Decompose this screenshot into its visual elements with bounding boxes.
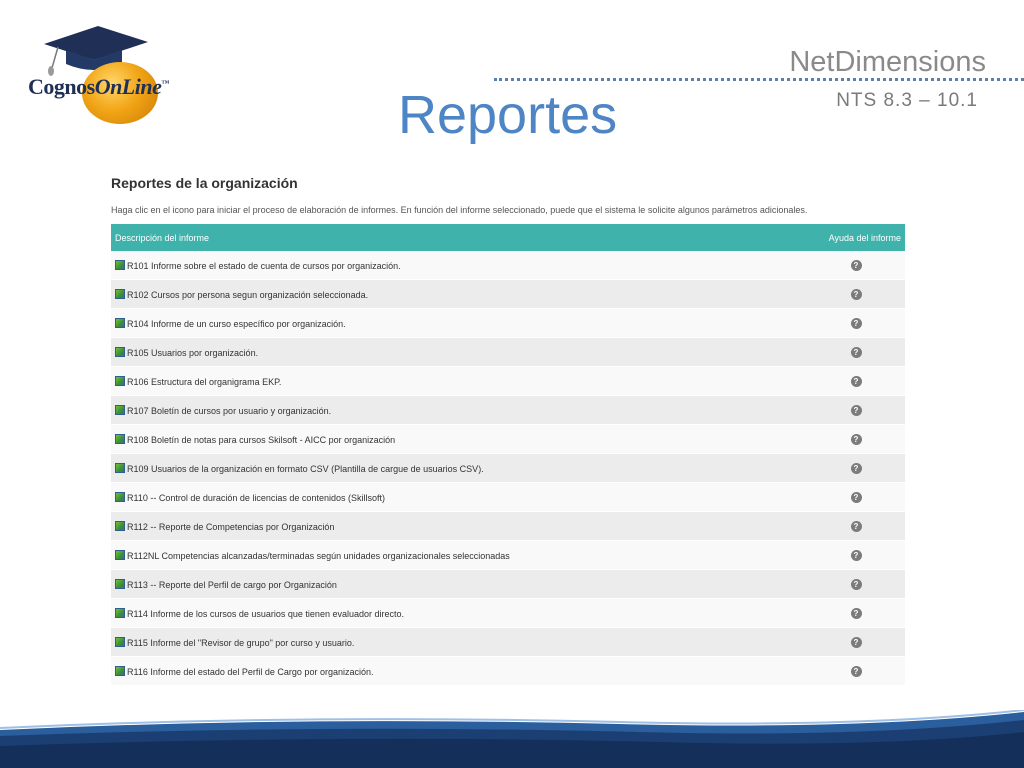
cognos-online-logo <box>22 22 182 132</box>
report-launch-icon[interactable] <box>115 521 125 531</box>
report-help-cell <box>807 628 905 657</box>
col-help-header: Ayuda del informe <box>807 224 905 251</box>
report-description-cell <box>111 599 807 628</box>
section-heading: Reportes de la organización <box>111 175 298 191</box>
reports-table <box>111 224 905 686</box>
help-icon[interactable]: ? <box>851 579 862 590</box>
report-link[interactable]: R106 Estructura del organigrama EKP. <box>127 376 282 387</box>
table-row <box>111 570 905 599</box>
report-help-cell <box>807 367 905 396</box>
help-icon[interactable]: ? <box>851 347 862 358</box>
table-row <box>111 512 905 541</box>
report-description-cell <box>111 280 807 309</box>
report-link[interactable]: R115 Informe del "Revisor de grupo" por curso y usuario. <box>127 637 355 648</box>
report-description-cell <box>111 570 807 599</box>
table-row <box>111 541 905 570</box>
report-link[interactable]: R105 Usuarios por organización. <box>127 347 259 358</box>
report-description-cell <box>111 512 807 541</box>
report-link[interactable]: R113 -- Reporte del Perfil de cargo por Organización <box>127 579 337 590</box>
report-help-cell <box>807 454 905 483</box>
help-icon[interactable]: ? <box>851 550 862 561</box>
table-row <box>111 251 905 280</box>
dotted-divider <box>494 78 1024 81</box>
report-help-cell <box>807 338 905 367</box>
help-icon[interactable]: ? <box>851 608 862 619</box>
report-launch-icon[interactable] <box>115 463 125 473</box>
report-description-cell <box>111 425 807 454</box>
page-title: Reportes <box>398 85 618 145</box>
report-help-cell <box>807 599 905 628</box>
help-icon[interactable]: ? <box>851 492 862 503</box>
vendor-name: NetDimensions <box>789 46 986 78</box>
table-row <box>111 628 905 657</box>
report-link[interactable]: R104 Informe de un curso específico por organización. <box>127 318 346 329</box>
table-row <box>111 425 905 454</box>
table-row <box>111 338 905 367</box>
help-icon[interactable]: ? <box>851 637 862 648</box>
report-link[interactable]: R114 Informe de los cursos de usuarios que tienen evaluador directo. <box>127 608 404 619</box>
section-intro: Haga clic en el icono para iniciar el proceso de elaboración de informes. En función del informe seleccionado, puede que el sistema le solicite algunos parámetros adicionales. <box>111 205 808 215</box>
report-link[interactable]: R101 Informe sobre el estado de cuenta de cursos por organización. <box>127 260 401 271</box>
help-icon[interactable]: ? <box>851 434 862 445</box>
version-label: NTS 8.3 – 10.1 <box>836 90 978 111</box>
report-help-cell <box>807 570 905 599</box>
table-row <box>111 309 905 338</box>
report-link[interactable]: R107 Boletín de cursos por usuario y organización. <box>127 405 332 416</box>
help-icon[interactable]: ? <box>851 521 862 532</box>
report-help-cell <box>807 396 905 425</box>
report-link[interactable]: R108 Boletín de notas para cursos Skilsoft - AICC por organización <box>127 434 396 445</box>
report-description-cell <box>111 309 807 338</box>
report-launch-icon[interactable] <box>115 434 125 444</box>
report-link[interactable]: R112NL Competencias alcanzadas/terminadas según unidades organizacionales seleccionadas <box>127 550 510 561</box>
help-icon[interactable]: ? <box>851 405 862 416</box>
reports-panel <box>111 170 905 686</box>
col-description-header: Descripción del informe <box>111 224 807 251</box>
report-link[interactable]: R112 -- Reporte de Competencias por Organización <box>127 521 335 532</box>
report-help-cell <box>807 309 905 338</box>
report-description-cell <box>111 657 807 686</box>
report-help-cell <box>807 483 905 512</box>
report-help-cell <box>807 251 905 280</box>
table-row <box>111 454 905 483</box>
report-help-cell <box>807 541 905 570</box>
logo-wordmark: CognosOnLine™ <box>28 74 169 99</box>
report-launch-icon[interactable] <box>115 405 125 415</box>
report-launch-icon[interactable] <box>115 666 125 676</box>
report-link[interactable]: R109 Usuarios de la organización en formato CSV (Plantilla de cargue de usuarios CSV). <box>127 463 484 474</box>
report-link[interactable]: R116 Informe del estado del Perfil de Cargo por organización. <box>127 666 374 677</box>
report-link[interactable]: R110 -- Control de duración de licencias de contenidos (Skillsoft) <box>127 492 385 503</box>
report-launch-icon[interactable] <box>115 550 125 560</box>
report-help-cell <box>807 280 905 309</box>
report-launch-icon[interactable] <box>115 608 125 618</box>
report-launch-icon[interactable] <box>115 579 125 589</box>
help-icon[interactable]: ? <box>851 289 862 300</box>
report-launch-icon[interactable] <box>115 289 125 299</box>
table-row <box>111 599 905 628</box>
report-description-cell <box>111 396 807 425</box>
help-icon[interactable]: ? <box>851 376 862 387</box>
table-row <box>111 483 905 512</box>
report-launch-icon[interactable] <box>115 260 125 270</box>
report-description-cell <box>111 454 807 483</box>
help-icon[interactable]: ? <box>851 666 862 677</box>
report-description-cell <box>111 251 807 280</box>
help-icon[interactable]: ? <box>851 318 862 329</box>
report-launch-icon[interactable] <box>115 492 125 502</box>
report-description-cell <box>111 628 807 657</box>
report-help-cell <box>807 512 905 541</box>
report-help-cell <box>807 425 905 454</box>
table-header-row <box>111 224 905 251</box>
report-description-cell <box>111 338 807 367</box>
report-launch-icon[interactable] <box>115 376 125 386</box>
report-description-cell <box>111 483 807 512</box>
table-row <box>111 280 905 309</box>
report-launch-icon[interactable] <box>115 637 125 647</box>
footer-swoosh <box>0 710 1024 768</box>
help-icon[interactable]: ? <box>851 260 862 271</box>
table-row <box>111 396 905 425</box>
report-description-cell <box>111 541 807 570</box>
report-launch-icon[interactable] <box>115 347 125 357</box>
report-description-cell <box>111 367 807 396</box>
report-link[interactable]: R102 Cursos por persona segun organización seleccionada. <box>127 289 369 300</box>
report-launch-icon[interactable] <box>115 318 125 328</box>
table-row <box>111 367 905 396</box>
help-icon[interactable]: ? <box>851 463 862 474</box>
table-row <box>111 657 905 686</box>
report-help-cell <box>807 657 905 686</box>
